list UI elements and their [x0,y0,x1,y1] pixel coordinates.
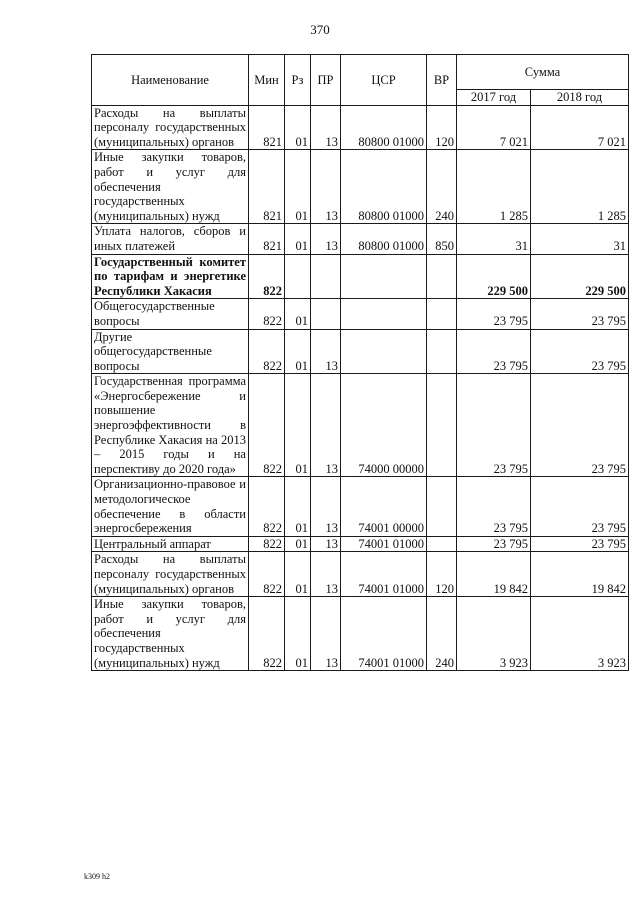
cell-sum-2018: 23 795 [531,374,629,477]
cell-sum-2018: 229 500 [531,254,629,299]
cell-sum-2017: 1 285 [457,150,531,224]
cell-vr: 240 [427,150,457,224]
header-vr: ВР [427,55,457,106]
cell-pr: 13 [311,552,341,597]
cell-name: Иные закупки товаров, работ и услуг для обеспечения государственных (муниципальных) нужд [92,597,249,671]
cell-csr: 74001 01000 [341,597,427,671]
cell-min: 822 [249,597,285,671]
cell-name: Организационно-правовое и методологическое обеспечение в области энергосбережения [92,477,249,536]
cell-name: Общегосударственные вопросы [92,299,249,329]
cell-vr: 120 [427,105,457,150]
cell-pr: 13 [311,597,341,671]
cell-csr [341,299,427,329]
cell-name: Иные закупки товаров, работ и услуг для обеспечения государственных (муниципальных) нужд [92,150,249,224]
cell-vr: 850 [427,224,457,254]
cell-csr: 74001 01000 [341,552,427,597]
cell-min: 821 [249,105,285,150]
cell-sum-2018: 19 842 [531,552,629,597]
budget-table [91,54,629,671]
cell-vr [427,477,457,536]
cell-csr: 74000 00000 [341,374,427,477]
cell-rz: 01 [285,224,311,254]
cell-sum-2018: 23 795 [531,329,629,374]
table-row [92,477,629,536]
table-row [92,224,629,254]
cell-min: 822 [249,536,285,552]
cell-pr: 13 [311,536,341,552]
cell-min: 822 [249,552,285,597]
cell-min: 822 [249,254,285,299]
cell-rz [285,254,311,299]
cell-pr: 13 [311,374,341,477]
cell-rz: 01 [285,299,311,329]
cell-pr: 13 [311,329,341,374]
header-year-2017: 2017 год [457,90,531,106]
cell-name: Государственная программа «Энергосбережение и повышение энергоэффективности в Республике Хакасия на 2013 – 2015 годы и на перспективу до 2020 года» [92,374,249,477]
cell-pr [311,299,341,329]
cell-pr: 13 [311,224,341,254]
cell-vr [427,329,457,374]
cell-name: Расходы на выплаты персоналу государственных (муниципальных) органов [92,105,249,150]
header-name: Наименование [92,55,249,106]
cell-csr [341,254,427,299]
cell-vr [427,254,457,299]
table-row [92,329,629,374]
cell-csr: 80800 01000 [341,150,427,224]
cell-name: Уплата налогов, сборов и иных платежей [92,224,249,254]
cell-sum-2018: 23 795 [531,477,629,536]
table-row [92,150,629,224]
cell-csr: 80800 01000 [341,105,427,150]
cell-sum-2017: 23 795 [457,536,531,552]
cell-pr: 13 [311,477,341,536]
table-header [92,55,629,106]
cell-sum-2017: 23 795 [457,477,531,536]
cell-rz: 01 [285,536,311,552]
header-sum: Сумма [457,55,629,90]
table-row [92,254,629,299]
table-body [92,105,629,671]
table-row [92,536,629,552]
cell-sum-2018: 31 [531,224,629,254]
cell-vr [427,299,457,329]
cell-rz: 01 [285,329,311,374]
cell-sum-2018: 1 285 [531,150,629,224]
cell-sum-2018: 3 923 [531,597,629,671]
cell-min: 822 [249,374,285,477]
cell-min: 822 [249,299,285,329]
header-year-2018: 2018 год [531,90,629,106]
cell-sum-2018: 23 795 [531,536,629,552]
cell-min: 821 [249,150,285,224]
header-min: Мин [249,55,285,106]
page-number: 370 [310,22,330,37]
cell-rz: 01 [285,597,311,671]
cell-pr [311,254,341,299]
footer-code: k309 h2 [84,872,110,881]
cell-pr: 13 [311,150,341,224]
cell-sum-2017: 3 923 [457,597,531,671]
cell-name: Расходы на выплаты персоналу государственных (муниципальных) органов [92,552,249,597]
cell-min: 821 [249,224,285,254]
cell-sum-2018: 7 021 [531,105,629,150]
cell-rz: 01 [285,552,311,597]
table-row [92,374,629,477]
cell-sum-2017: 23 795 [457,329,531,374]
cell-min: 822 [249,329,285,374]
cell-vr: 240 [427,597,457,671]
header-rz: Рз [285,55,311,106]
cell-name: Центральный аппарат [92,536,249,552]
cell-sum-2017: 229 500 [457,254,531,299]
cell-sum-2018: 23 795 [531,299,629,329]
cell-name: Другие общегосударственные вопросы [92,329,249,374]
cell-sum-2017: 31 [457,224,531,254]
header-csr: ЦСР [341,55,427,106]
cell-rz: 01 [285,150,311,224]
cell-vr [427,536,457,552]
cell-csr: 74001 01000 [341,536,427,552]
cell-pr: 13 [311,105,341,150]
table-row [92,552,629,597]
cell-sum-2017: 7 021 [457,105,531,150]
table-row [92,105,629,150]
cell-rz: 01 [285,105,311,150]
table-row [92,299,629,329]
cell-csr [341,329,427,374]
cell-csr: 74001 00000 [341,477,427,536]
table-row [92,597,629,671]
cell-vr: 120 [427,552,457,597]
cell-rz: 01 [285,374,311,477]
cell-rz: 01 [285,477,311,536]
cell-csr: 80800 01000 [341,224,427,254]
cell-sum-2017: 23 795 [457,299,531,329]
header-pr: ПР [311,55,341,106]
cell-sum-2017: 23 795 [457,374,531,477]
cell-sum-2017: 19 842 [457,552,531,597]
cell-name: Государственный комитет по тарифам и энергетике Республики Хакасия [92,254,249,299]
cell-vr [427,374,457,477]
cell-min: 822 [249,477,285,536]
